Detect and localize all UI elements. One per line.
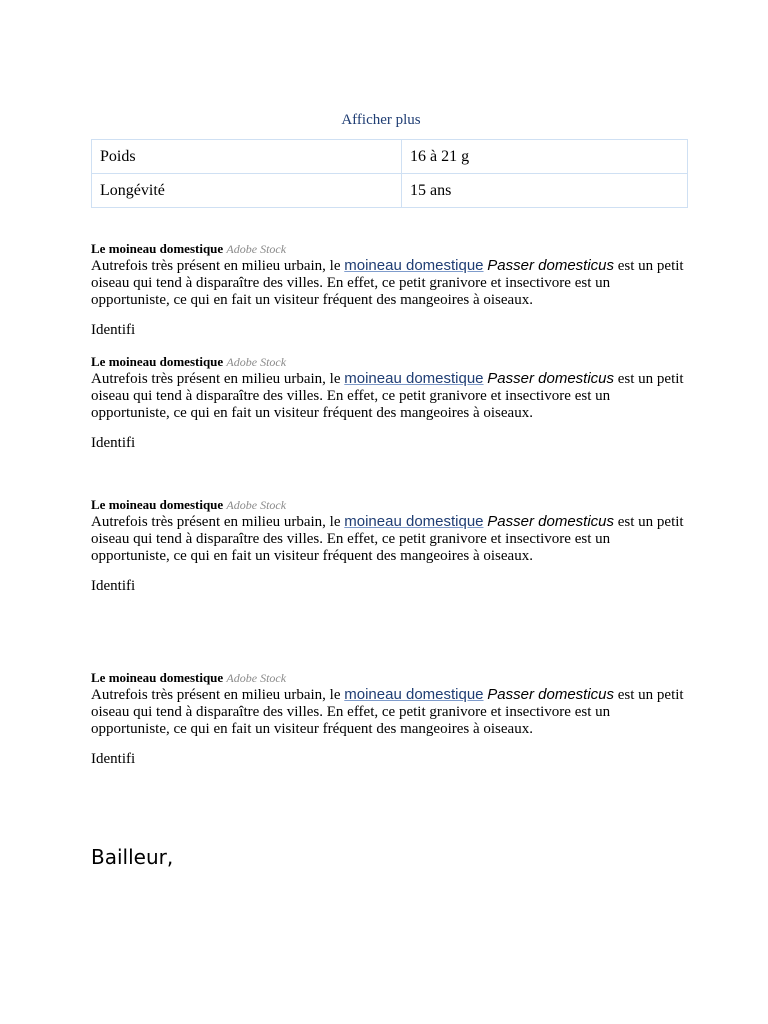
table-value-cell: 16 à 21 g	[402, 140, 688, 174]
caption-title: Le moineau domestique	[91, 670, 224, 685]
identify-text: Identifi	[91, 435, 136, 451]
table-row	[92, 140, 688, 174]
identify-text: Identifi	[91, 322, 136, 338]
paragraph-text: Autrefois très présent en milieu urbain, le	[91, 687, 345, 703]
image-caption	[91, 670, 691, 686]
image-caption	[91, 354, 691, 370]
bird-entry	[91, 497, 691, 595]
image-caption	[91, 497, 691, 513]
identify-text: Identifi	[91, 578, 136, 594]
identify-text: Identifi	[91, 751, 136, 767]
bird-entry	[91, 354, 691, 452]
bird-link[interactable]: moineau domestique	[344, 257, 484, 274]
bird-link[interactable]: moineau domestique	[344, 370, 484, 387]
scientific-name: Passer domesticus	[487, 257, 614, 274]
paragraph-text: est un petit oiseau qui tend à disparaître des villes. En effet, ce petit granivore et insectivore est un opportuniste, ce qui en fait un visiteur fréquent des mangeoires à oiseaux.	[91, 371, 684, 421]
paragraph-text: Autrefois très présent en milieu urbain, le	[91, 371, 345, 387]
table-label-cell: Poids	[92, 140, 402, 174]
paragraph-text: est un petit oiseau qui tend à disparaître des villes. En effet, ce petit granivore et insectivore est un opportuniste, ce qui en fait un visiteur fréquent des mangeoires à oiseaux.	[91, 514, 684, 564]
bird-link[interactable]: moineau domestique	[344, 686, 484, 703]
paragraph-text: est un petit oiseau qui tend à disparaître des villes. En effet, ce petit granivore et insectivore est un opportuniste, ce qui en fait un visiteur fréquent des mangeoires à oiseaux.	[91, 258, 684, 308]
closing-text: Bailleur,	[91, 845, 174, 869]
caption-title: Le moineau domestique	[91, 354, 224, 369]
caption-title: Le moineau domestique	[91, 241, 224, 256]
paragraph-text: Autrefois très présent en milieu urbain, le	[91, 514, 345, 530]
caption-credit: Adobe Stock	[226, 242, 287, 256]
caption-credit: Adobe Stock	[226, 355, 287, 369]
caption-credit: Adobe Stock	[226, 671, 287, 685]
paragraph-text: Autrefois très présent en milieu urbain, le	[91, 258, 345, 274]
scientific-name: Passer domesticus	[487, 686, 614, 703]
bird-entry	[91, 670, 691, 768]
table-row	[92, 174, 688, 208]
scientific-name: Passer domesticus	[487, 513, 614, 530]
caption-credit: Adobe Stock	[226, 498, 287, 512]
bird-entry	[91, 241, 691, 339]
table-value-cell: 15 ans	[402, 174, 688, 208]
show-more-link[interactable]: Afficher plus	[341, 112, 421, 128]
caption-title: Le moineau domestique	[91, 497, 224, 512]
image-caption	[91, 241, 691, 257]
entry-paragraph	[91, 513, 691, 565]
paragraph-text: est un petit oiseau qui tend à disparaître des villes. En effet, ce petit granivore et insectivore est un opportuniste, ce qui en fait un visiteur fréquent des mangeoires à oiseaux.	[91, 687, 684, 737]
entry-paragraph	[91, 257, 691, 309]
scientific-name: Passer domesticus	[487, 370, 614, 387]
bird-link[interactable]: moineau domestique	[344, 513, 484, 530]
table-label-cell: Longévité	[92, 174, 402, 208]
entry-paragraph	[91, 370, 691, 422]
entry-paragraph	[91, 686, 691, 738]
info-table	[91, 139, 688, 208]
